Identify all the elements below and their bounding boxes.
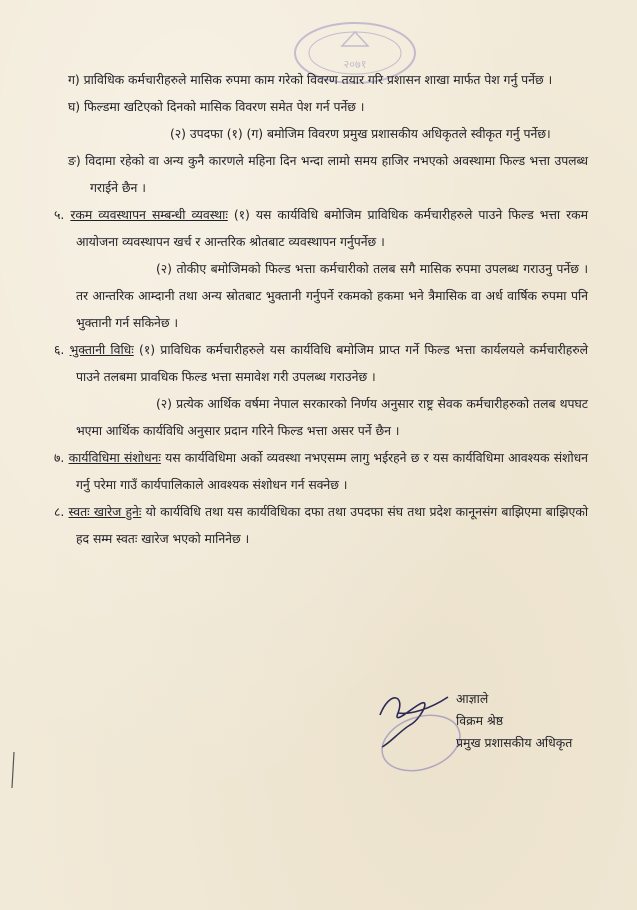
signatory-name: विक्रम श्रेष्ठ	[456, 713, 504, 728]
subsection-2: (२) उपदफा (१) (ग) बमोजिम विवरण प्रमुख प्रशासकीय अधिकृतले स्वीकृत गर्नु पर्नेछ।	[170, 126, 551, 141]
edge-mark	[8, 750, 20, 790]
section-number: ७.	[54, 450, 65, 465]
section-8	[54, 498, 588, 552]
section-body: (१) यस कार्यविधि बमोजिम प्राविधिक कर्मचारीहरुले पाउने फिल्ड भत्ता रकम आयोजना व्यवस्थापन खर्च र आन्तरिक श्रोतबाट व्यवस्थापन गर्नुपर्नेछ ।	[76, 207, 588, 249]
section-body: (१) प्राविधिक कर्मचारीहरुले यस कार्यविधि बमोजिम प्राप्त गर्ने फिल्ड भत्ता कार्यलयले कर्मचारीहरुले पाउने तलबमा प्रावधिक फिल्ड भत्ता समावेश गरी उपलब्ध गराउनेछ ।	[76, 342, 588, 384]
seal-year: २०७१	[343, 58, 367, 71]
section-body: यो कार्यविधि तथा यस कार्यविधिका दफा तथा उपदफा संघ तथा प्रदेश कानूनसंग बाझिएमा बाझिएको हद सम्म स्वतः खारेज भएको मानिनेछ ।	[76, 504, 589, 546]
signature-block	[380, 688, 600, 754]
section-number: ६.	[54, 342, 65, 357]
section-heading: भुक्तानी विधिः	[69, 342, 134, 357]
document-body	[54, 66, 589, 552]
section-number: ५.	[54, 207, 65, 222]
signatory-title: प्रमुख प्रशासकीय अधिकृत	[456, 735, 573, 750]
section-5-para-2: (२) तोकीए बमोजिमको फिल्ड भत्ता कर्मचारीको तलब सगै मासिक रुपमा उपलब्ध गराउनु पर्नेछ । तर आन्तरिक आम्दानी तथा अन्य स्रोतबाट भुक्तानी गर्नुपर्ने रकमको हकमा भने त्रैमासिक वा अर्ध वार्षिक रुपमा पनि भुक्तानी गर्न सकिनेछ ।	[76, 261, 588, 330]
section-heading: रकम व्यवस्थापन सम्बन्धी व्यवस्थाः	[70, 207, 228, 222]
section-body: यस कार्यविधिमा अर्को व्यवस्था नभएसम्म लागु भईरहने छ र यस कार्यविधिमा आवश्यक संशोधन गर्नु परेमा गाउँ कार्यपालिकाले आवश्यक संशोधन गर्न सक्नेछ ।	[76, 450, 589, 492]
item-nga: ङ) विदामा रहेको वा अन्य कुनै कारणले महिना दिन भन्दा लामो समय हाजिर नभएको अवस्थामा फिल्ड भत्ता उपलब्ध गराईने छैन ।	[68, 153, 588, 195]
item-ga: ग) प्राविधिक कर्मचारीहरुले मासिक रुपमा काम गरेको विवरण तयार गरि प्रशासन शाखा मार्फत पेश गर्नु पर्नेछ ।	[68, 72, 553, 87]
section-6	[54, 336, 588, 390]
section-6-para-2: (२) प्रत्येक आर्थिक वर्षमा नेपाल सरकारको निर्णय अनुसार राष्ट्र सेवक कर्मचारीहरुको तलब थपघट भएमा आर्थिक कार्यविधि अनुसार प्रदान गरिने फिल्ड भत्ता असर पर्ने छैन ।	[76, 396, 588, 438]
section-7	[54, 444, 588, 498]
item-gha: घ) फिल्डमा खटिएको दिनको मासिक विवरण समेत पेश गर्न पर्नेछ ।	[68, 99, 365, 114]
section-heading: कार्यविधिमा संशोधनः	[68, 450, 161, 465]
section-number: ८.	[54, 504, 65, 519]
section-5	[54, 201, 588, 255]
order-word: आज्ञाले	[456, 691, 489, 706]
section-heading: स्वतः खारेज हुनेः	[68, 504, 142, 519]
